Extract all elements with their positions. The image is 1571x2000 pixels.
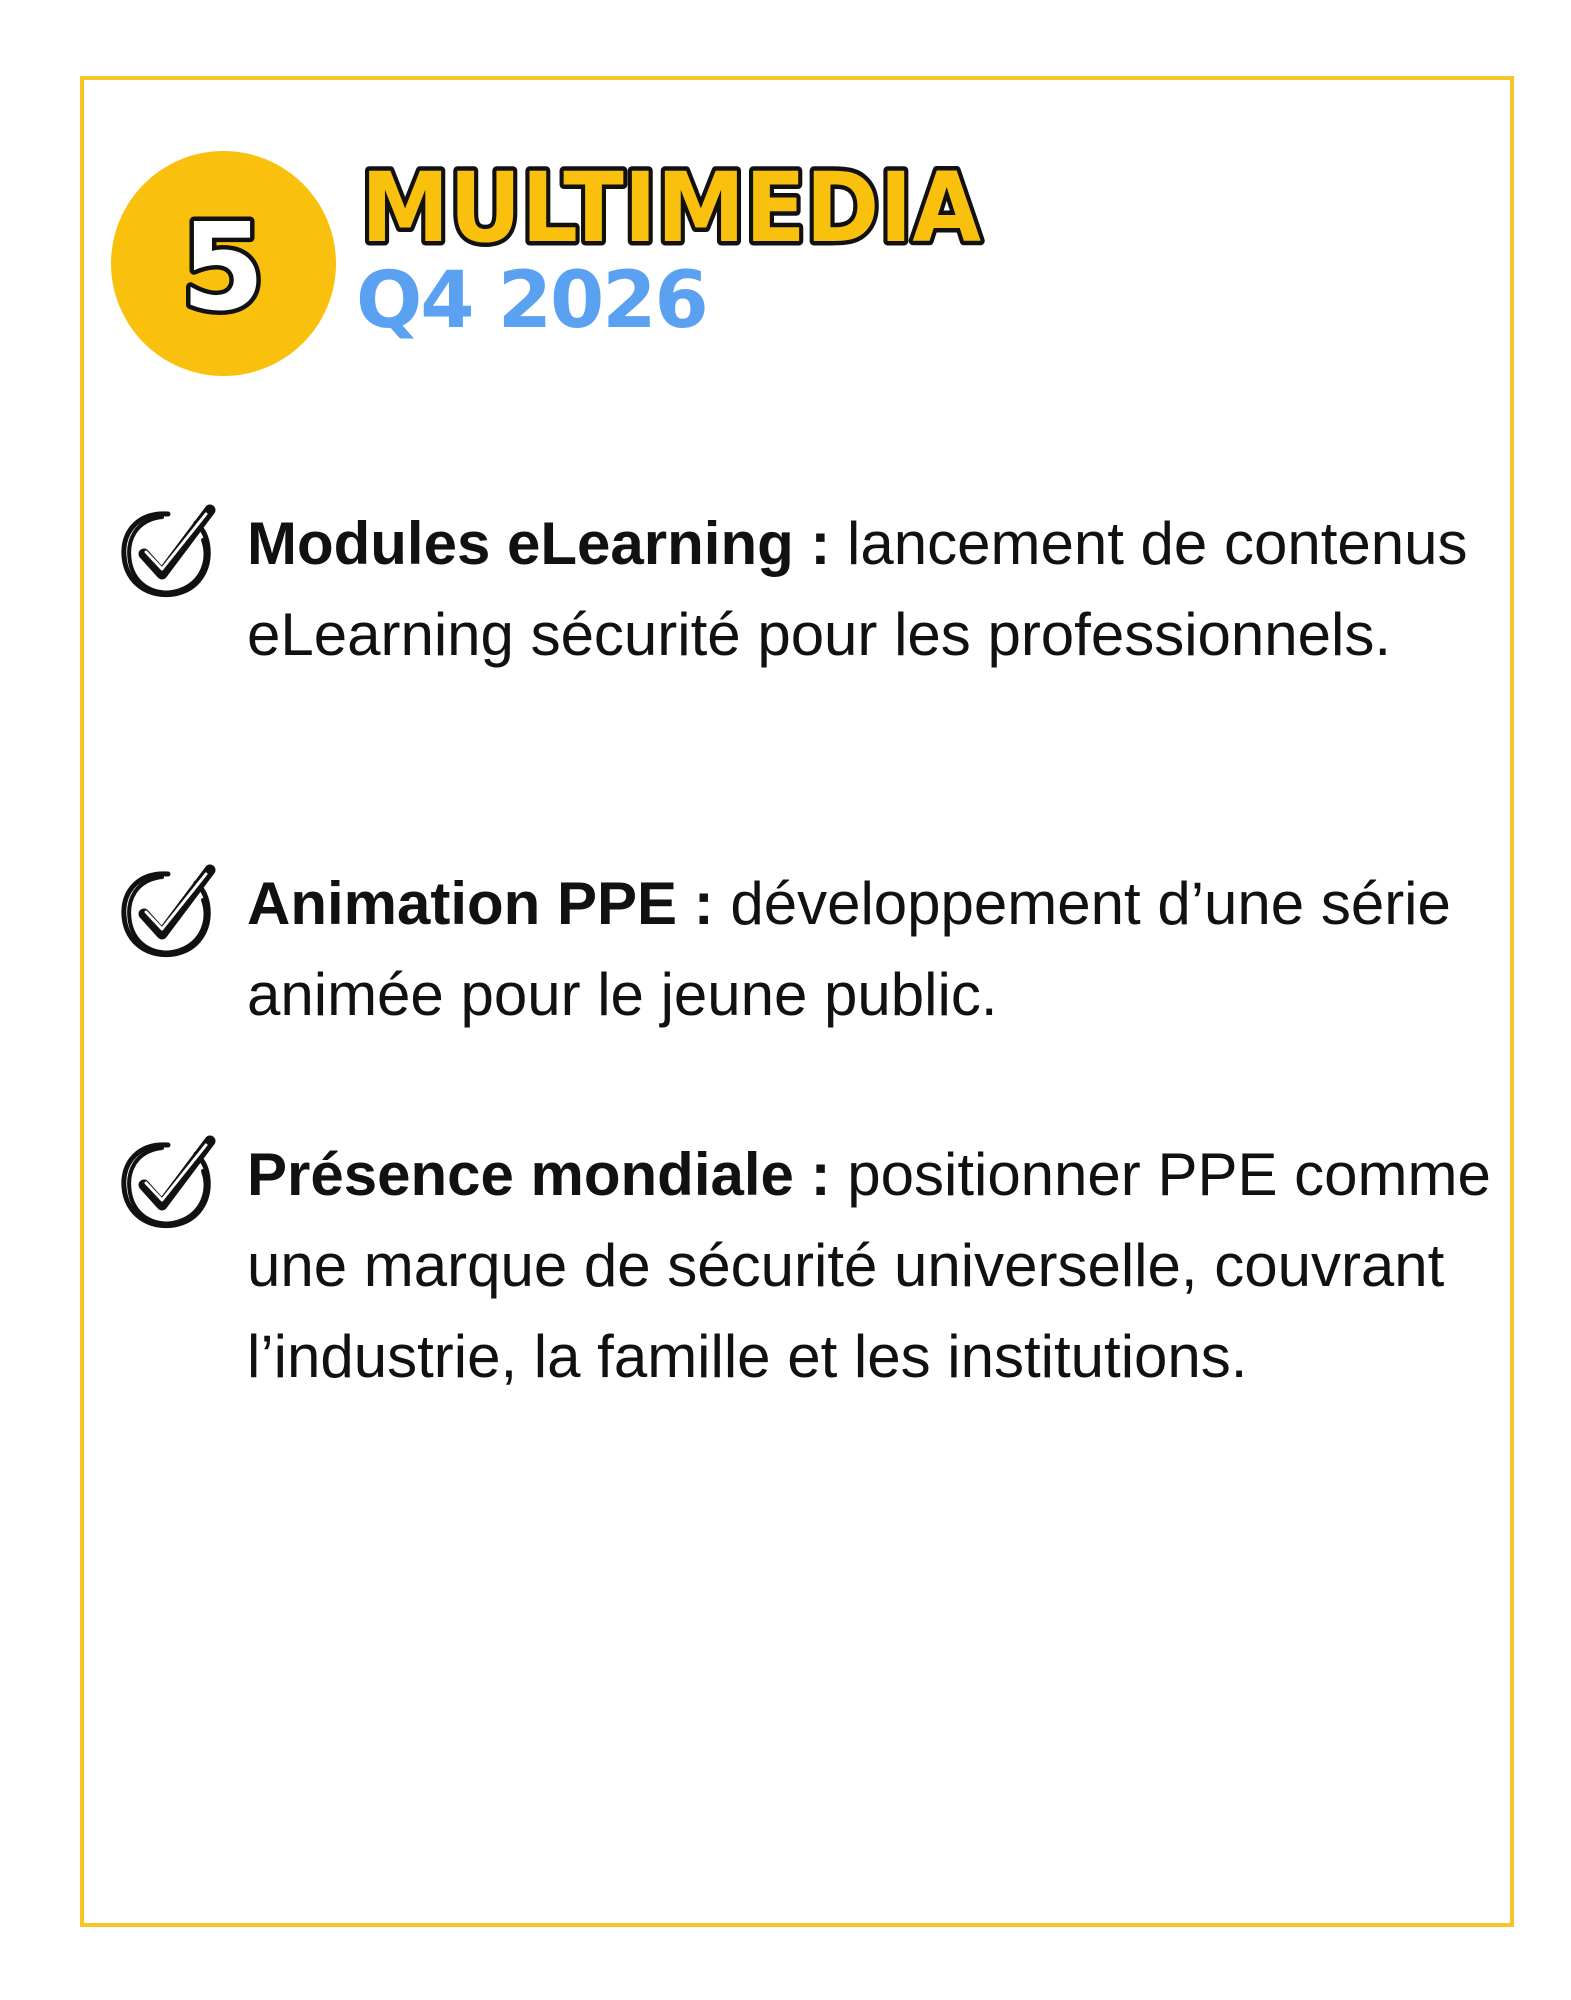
step-number-badge xyxy=(111,151,336,376)
list-item-body: positionner PPE comme une marque de sécurité universelle, couvrant l’industrie, la famille et les institutions. xyxy=(247,1141,1491,1390)
list-item-text xyxy=(247,1129,1497,1402)
list-item-heading: Modules eLearning : xyxy=(247,510,831,577)
list-item-body: développement d’une série animée pour le jeune public. xyxy=(247,870,1451,1028)
check-circle-icon xyxy=(110,858,222,970)
list-item-heading: Animation PPE : xyxy=(247,870,714,937)
section-date: Q4 2026 xyxy=(356,256,707,346)
list-item-heading: Présence mondiale : xyxy=(247,1141,831,1208)
list-item-text xyxy=(247,498,1497,680)
list-item-text xyxy=(247,858,1497,1040)
step-number: 5 xyxy=(181,199,265,338)
check-circle-icon xyxy=(110,498,222,610)
list-item-body: lancement de contenus eLearning sécurité pour les professionnels. xyxy=(247,510,1468,668)
section-title-text: MULTIMEDIA xyxy=(361,152,981,264)
check-circle-icon xyxy=(110,1129,222,1241)
